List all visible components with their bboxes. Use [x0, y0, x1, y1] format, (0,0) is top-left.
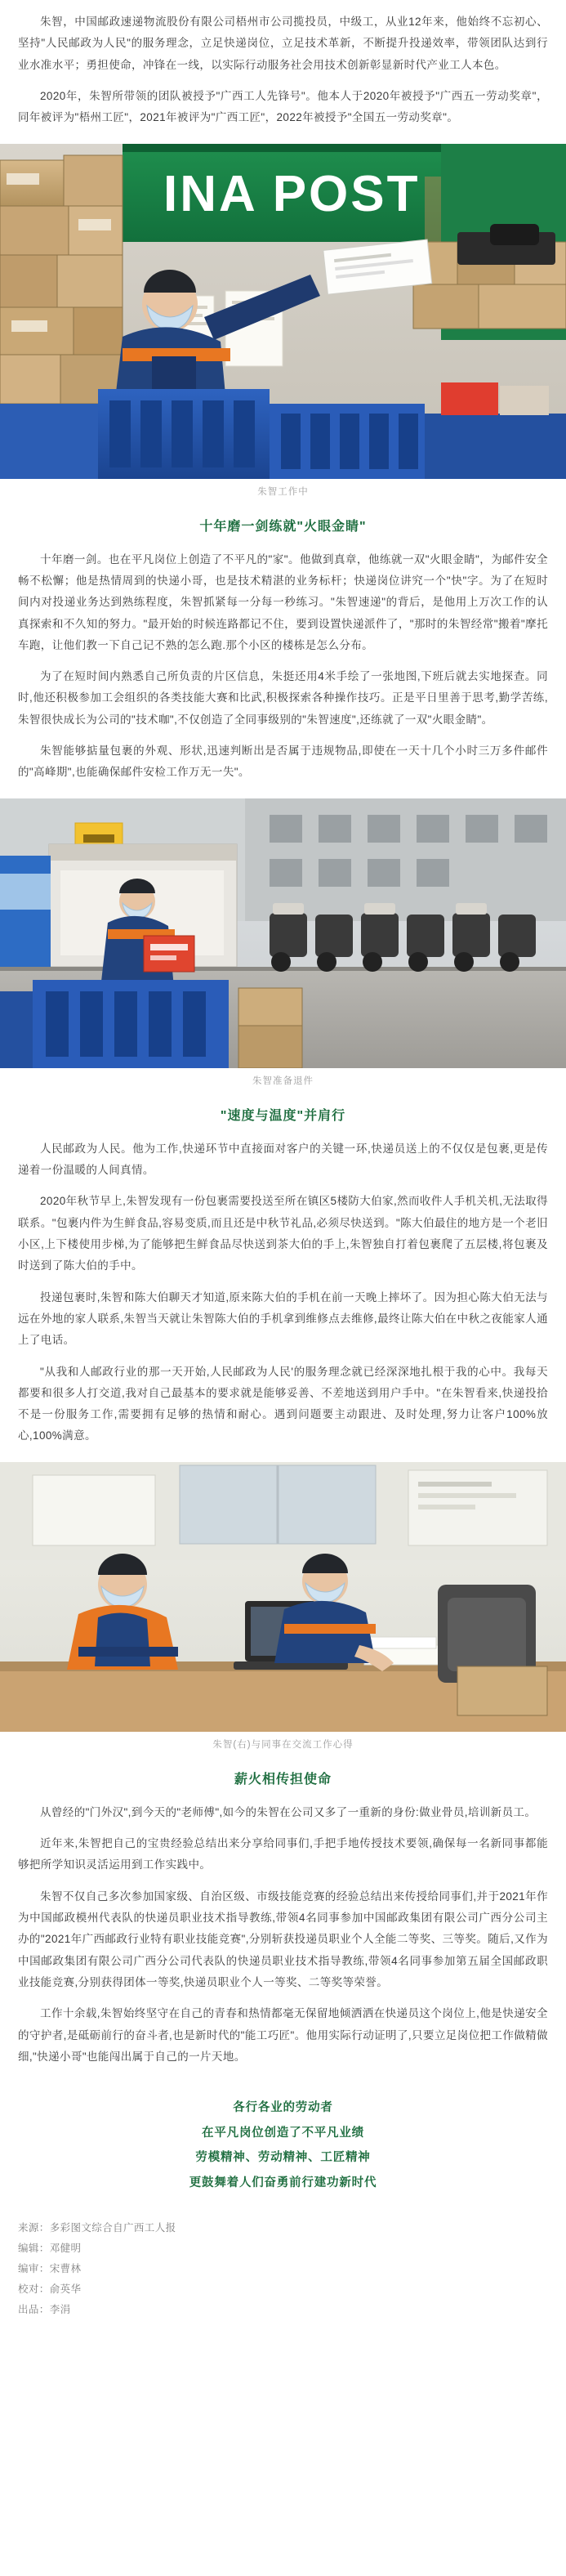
- section3-paragraph-3: 朱智不仅自己多次参加国家级、自治区级、市级技能竞赛的经验总结出来传授给同事们,并于2021年作为中国邮政模州代表队的快递员职业技术指导教练,带领4名同事参加中国邮政集团有限公司广西分公司主办的"2021年广西邮政行业特有职业技能竞赛",分别斩获投递员职业个人全能二等奖、三等奖。随后,又作为中国邮政集团有限公司广西分公司代表队的快递员职业技术指导教练,带领4名同事参加第五届全国邮政职业技能竞赛,分别获得团体一等奖,快递员职业个人一等奖、二等奖等荣誉。: [18, 1890, 548, 1988]
- verse-line-1: 各行各业的劳动者: [233, 2101, 333, 2115]
- section-3-body: [0, 1796, 566, 2082]
- photo-caption-1: 朱智工作中: [257, 486, 309, 497]
- intro-section: [0, 0, 566, 144]
- intro-paragraph-1: 朱智，中国邮政速递物流股份有限公司梧州市公司揽投员，中级工，从业12年来，他始终不忘初心、坚持"人民邮政为人民"的服务理念，立足快递岗位，立足技术革新，不断提升投递效率，带领团队达到行业水准水平；勇担使命，冲锋在一线，以实际行动服务社会用技术创新彰显新时代产业工人本色。: [18, 16, 548, 71]
- section3-paragraph-1: 从曾经的"门外汉",到今天的"老师傅",如今的朱智在公司又多了一重新的身份:做业骨员,培训新员工。: [40, 1805, 537, 1818]
- verse-line-4: 更鼓舞着人们奋勇前行建功新时代: [189, 2176, 377, 2189]
- section1-paragraph-3: 朱智能够掂量包裹的外观、形状,迅速判断出是否属于违规物品,即使在一天十几个小时三万多件邮件的"高峰期",也能确保邮件安检工作万无一失"。: [18, 745, 548, 779]
- section-1-body: [0, 543, 566, 798]
- photo-caption-2: 朱智准备退件: [252, 1076, 314, 1086]
- photo-block-1: [0, 144, 566, 501]
- footer-producer: 出品：李涓: [18, 2303, 71, 2315]
- section-2-body: [0, 1132, 566, 1462]
- photo-block-2: [0, 798, 566, 1090]
- intro-paragraph-2: 2020年，朱智所带领的团队被授予"广西工人先锋号"。他本人于2020年被授予"广西五一劳动奖章"，同年被评为"梧州工匠"，2021年被评为"广西工匠"，2022年被授予"全国五一劳动奖章"。: [18, 89, 548, 124]
- article-footer: [0, 2210, 566, 2341]
- section1-paragraph-1: 十年磨一剑。也在平凡岗位上创造了不平凡的"家"。他做到真章，他练就一双"火眼金睛"，为邮件安全畅不松懈；他是热情周到的快递小哥，也是技术精湛的业务标杆；快递岗位讲究一个"快"字。为了在短时间内对投递业务达到熟练程度，朱智抓紧每一分每一秒练习。"朱智速递"的背后，是他用上万次工作的认真探索和不久知的努力。"最开始的时候连路都记不住，要到设置快递派件了，"那时的朱智经常"搬着"摩托车跑，让他们教一下自己记不熟的怎么跑.那个小区的楼栋是怎么分布。: [18, 552, 548, 651]
- photo-street-sorting: [0, 798, 566, 1068]
- section-heading-3: 薪火相传担使命: [234, 1772, 332, 1787]
- verse-line-3: 劳模精神、劳动精神、工匠精神: [195, 2151, 371, 2165]
- verse-line-2: 在平凡岗位创造了不平凡业绩: [202, 2126, 364, 2140]
- footer-source: 来源：多彩图文综合自广西工人报: [18, 2221, 176, 2234]
- photo-sorting-center: [0, 144, 566, 479]
- section2-paragraph-1: 人民邮政为人民。他为工作,快递环节中直接面对客户的关键一环,快递员送上的不仅仅是包裹,更是传递着一份温暖的人间真情。: [18, 1142, 548, 1176]
- section-heading-2: "速度与温度"并肩行: [220, 1108, 346, 1123]
- section2-paragraph-4: "从我和人邮政行业的那一天开始,人民邮政为人民'的服务理念就已经深深地扎根于我的心中。我每天都要和很多人打交道,我对自己最基本的要求就是能够妥善、不差地送到用户手中。"在朱智看来,快递投拾不是一份服务工作,需要拥有足够的热情和耐心。遇到问题要主动跟进、及时处理,努力让客户100%放心,100%满意。: [18, 1365, 548, 1442]
- footer-reviewer: 编审：宋曹林: [18, 2262, 82, 2274]
- section3-paragraph-2: 近年来,朱智把自己的宝贵经验总结出来分享给同事们,手把手地传授技术要领,确保每一名新同事都能够把所学知识灵活运用到工作实践中。: [18, 1837, 548, 1872]
- photo-office-discussion: [0, 1462, 566, 1732]
- photo-block-3: [0, 1462, 566, 1754]
- section2-paragraph-3: 投递包裹时,朱智和陈大伯聊天才知道,原来陈大伯的手机在前一天晚上摔坏了。因为担心陈大伯无法与远在外地的家人联系,朱智当天就让朱智陈大伯的手机拿到维修点去维修,最终让陈大伯在中秋之夜能家人通上了电话。: [18, 1290, 548, 1347]
- photo-caption-3: 朱智(右)与同事在交流工作心得: [212, 1739, 354, 1750]
- section3-paragraph-4: 工作十余载,朱智始终坚守在自己的青春和热情都毫无保留地倾洒洒在快递员这个岗位上,他是快递安全的守护者,是砥砺前行的奋斗者,也是新时代的"能工巧匠"。他用实际行动证明了,只要立足岗位把工作做精做细,"快递小哥"也能闯出属于自己的一片天地。: [18, 2007, 548, 2063]
- section-heading-1: 十年磨一剑练就"火眼金睛": [199, 519, 367, 534]
- footer-editor: 编辑：邓健明: [18, 2242, 82, 2254]
- svg-text:INA POST: INA POST: [163, 165, 421, 222]
- section1-paragraph-2: 为了在短时间内熟悉自己所负责的片区信息，朱挺还用4米手绘了一张地图,下班后就去实地探查。同时,他还积极参加工会组织的各类技能大赛和比武,积极探索各种操作技巧。正是平日里善于思考,勤学苦练,朱智很快成长为公司的"技术咖",不仅创造了全同事级别的"朱智速度",还练就了一双"火眼金睛"。: [18, 670, 548, 726]
- section2-paragraph-2: 2020年秋节早上,朱智发现有一份包裹需要投送至所在镇区5楼防大伯家,然而收件人手机关机,无法取得联系。"包裹内件为生鲜食品,容易变质,而且还是中秋节礼品,必须尽快送到。"陈大伯最住的地方是一个老旧小区,上下楼使用步梯,为了能够把生鲜食品尽快送到茶大伯的手上,朱智独自打着包裹爬了五层楼,将包裹及时送到了陈大伯的手中。: [18, 1195, 548, 1272]
- closing-verse: [0, 2082, 566, 2210]
- footer-proofreader: 校对：俞英华: [18, 2283, 82, 2295]
